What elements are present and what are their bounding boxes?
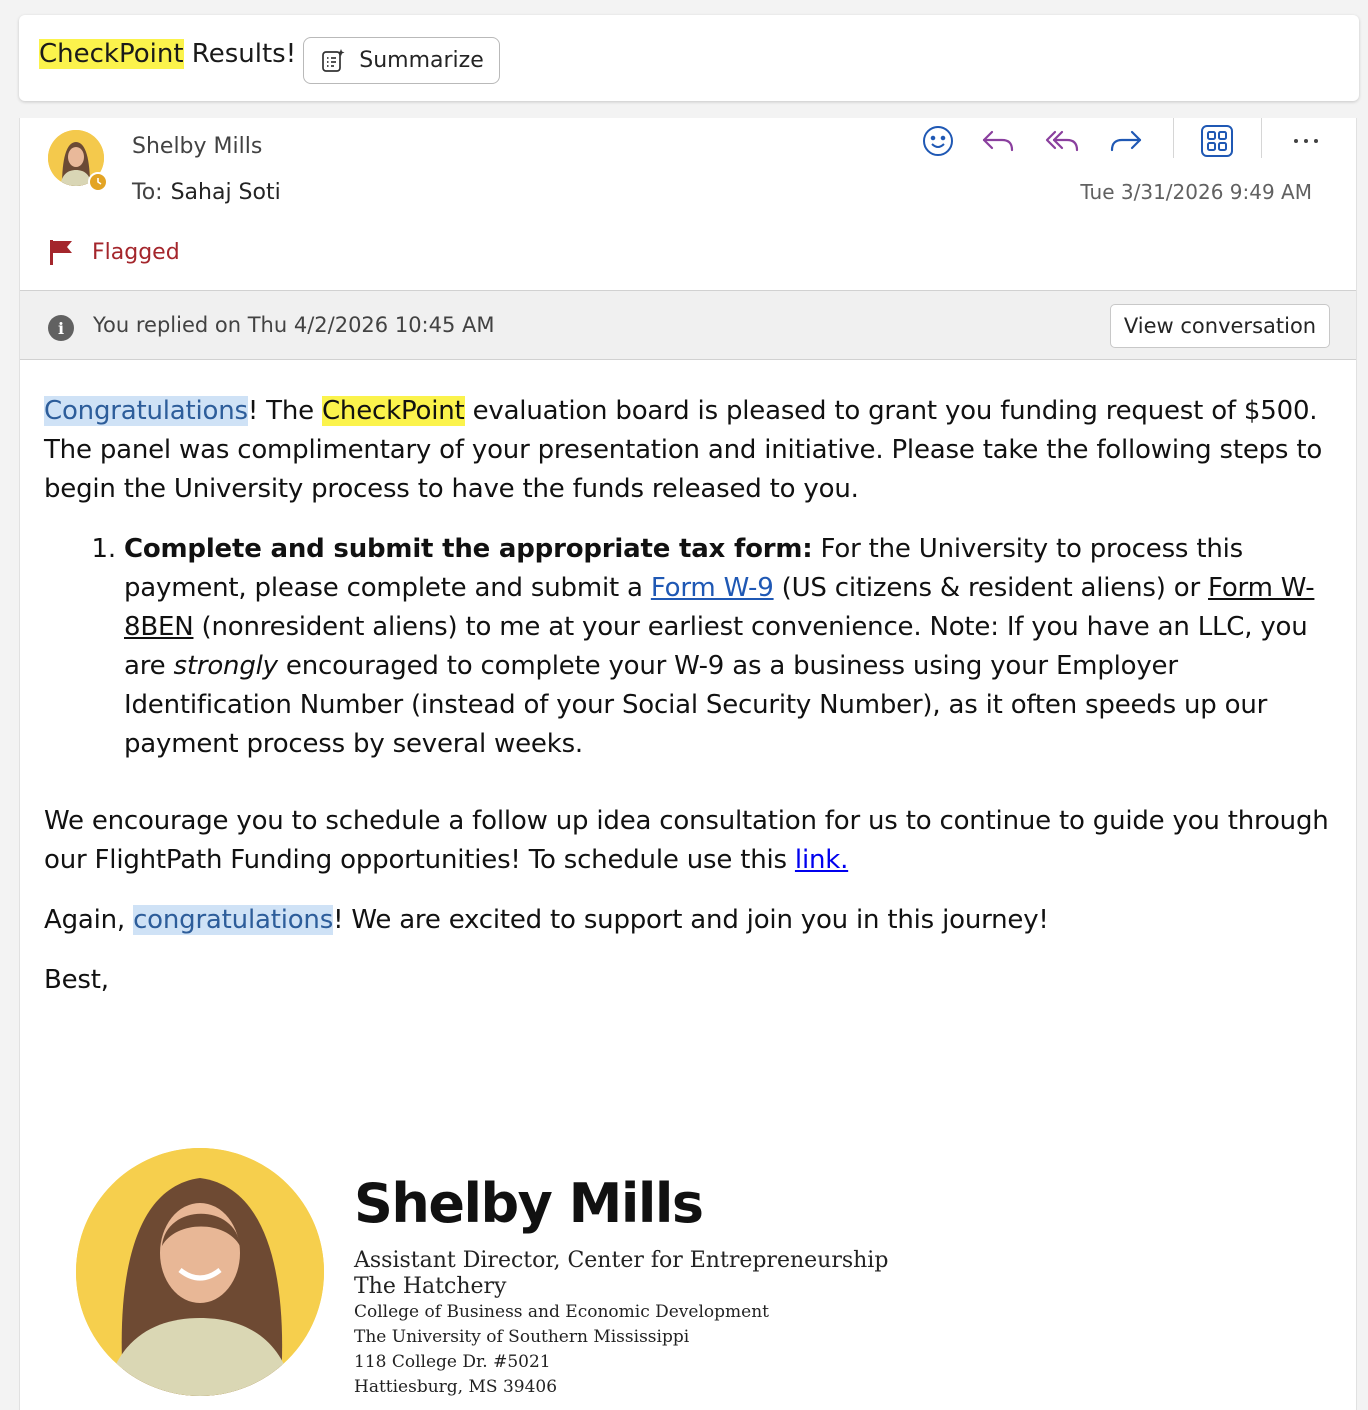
body-paragraph <box>44 392 1344 509</box>
signature-title: Assistant Director, Center for Entrepreneurship <box>354 1248 889 1273</box>
body-text-span: ! The <box>247 396 322 426</box>
signature-name: Shelby Mills <box>354 1172 703 1235</box>
signature-photo <box>76 1148 324 1396</box>
flag-status[interactable] <box>48 238 180 266</box>
subject-rest: Results! <box>183 39 297 69</box>
to-label: To: <box>132 180 163 205</box>
list-item <box>124 530 1344 764</box>
subject-title <box>39 39 296 69</box>
body-paragraph <box>44 901 1344 940</box>
highlighted-word: Congratulations <box>44 396 248 426</box>
signature-details <box>354 1248 888 1400</box>
body-paragraph <box>44 802 1344 880</box>
form-w9-link[interactable]: Form W-9 <box>650 573 774 603</box>
highlighted-word: CheckPoint <box>321 396 465 426</box>
summarize-icon <box>319 47 347 75</box>
body-text-span: ! We are excited to support and join you in this journey! <box>333 905 1049 935</box>
highlighted-word: congratulations <box>133 905 334 935</box>
signature-university: The University of Southern Mississippi <box>354 1327 690 1347</box>
emphasis-text: strongly <box>173 651 278 681</box>
body-text-span: For the University to process this payment, please complete and submit a <box>124 534 1243 603</box>
signature-address-line2: Hattiesburg, MS 39406 <box>354 1377 558 1397</box>
reply-notice-text: You replied on Thu 4/2/2026 10:45 AM <box>93 313 495 337</box>
body-text-span: Again, <box>44 905 134 935</box>
toolbar-divider <box>1173 118 1174 158</box>
body-text-span: We encourage you to schedule a follow up idea consultation for us to continue to guide you through our FlightPath Funding opportunities! To schedule use this <box>44 806 1329 875</box>
schedule-link[interactable]: link. <box>794 845 849 875</box>
subject-bar <box>19 15 1359 101</box>
step-heading: Complete and submit the appropriate tax form: <box>124 534 813 564</box>
summarize-label: Summarize <box>359 48 484 73</box>
body-text-span: (nonresident aliens) to me at your earliest convenience. Note: If you have an LLC, you are <box>124 612 1308 681</box>
sent-timestamp: Tue 3/31/2026 9:49 AM <box>1080 180 1312 204</box>
closing-text: Best, <box>44 965 109 995</box>
body-text-span: encouraged to complete your W-9 as a business using your Employer Identification Number (instead of your Social Security Number), as it often speeds up our payment process by several weeks. <box>124 651 1268 759</box>
steps-list <box>124 530 1344 764</box>
signature-address-line1: 118 College Dr. #5021 <box>354 1352 551 1372</box>
form-w8ben-link[interactable]: Form W-8BEN <box>124 573 1315 642</box>
info-icon: i <box>48 315 74 341</box>
more-icon[interactable] <box>1286 122 1326 160</box>
forward-icon[interactable] <box>1106 122 1146 160</box>
presence-away-icon <box>88 172 108 192</box>
apps-icon[interactable] <box>1197 122 1237 160</box>
flag-icon <box>48 238 74 266</box>
sender-name[interactable]: Shelby Mills <box>132 134 263 159</box>
reply-icon[interactable] <box>978 122 1018 160</box>
message-pane <box>19 118 1357 1410</box>
toolbar-divider <box>1261 118 1262 158</box>
flag-label: Flagged <box>92 239 180 265</box>
signature-college: College of Business and Economic Development <box>354 1302 769 1322</box>
reply-all-icon[interactable] <box>1042 122 1082 160</box>
reply-notice-bar <box>20 290 1356 360</box>
message-body <box>44 392 1344 1000</box>
message-actions <box>20 118 1356 168</box>
body-text-span: evaluation board is pleased to grant you funding request of $500. The panel was complimentary of your presentation and initiative. Please take the following steps to begin the University process to have the funds released to you. <box>44 396 1323 504</box>
body-text-span: (US citizens & resident aliens) or <box>773 573 1209 603</box>
to-line <box>132 180 281 205</box>
emoji-icon[interactable] <box>918 122 958 160</box>
recipient-name[interactable]: Sahaj Soti <box>170 180 281 205</box>
signature-org: The Hatchery <box>354 1274 507 1299</box>
view-conversation-button[interactable]: View conversation <box>1110 304 1330 348</box>
subject-highlight: CheckPoint <box>39 39 184 69</box>
summarize-button[interactable] <box>303 37 500 84</box>
